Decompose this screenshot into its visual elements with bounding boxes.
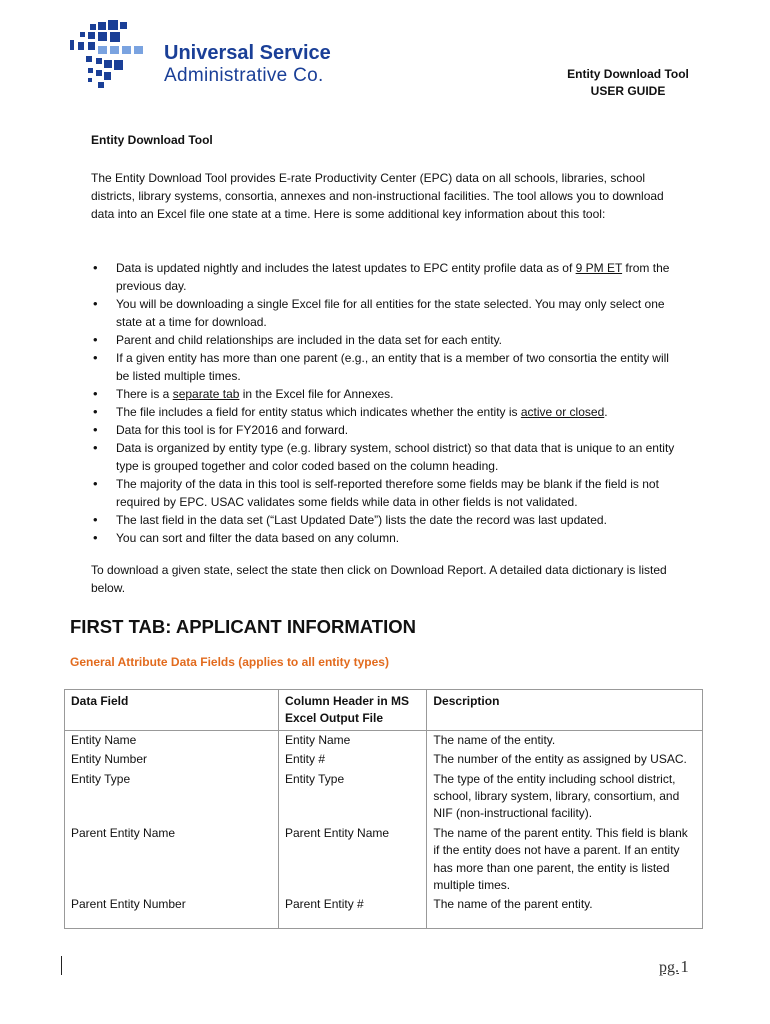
list-item <box>91 439 681 475</box>
cell-column-header: Parent Entity # <box>279 895 427 928</box>
usac-logo-mark-icon <box>68 20 160 92</box>
list-item <box>91 511 681 529</box>
column-header: Description <box>427 690 703 731</box>
logo-text-line2: Administrative Co. <box>164 65 324 86</box>
list-item-text: You will be downloading a single Excel file for all entities for the state selected. You may only select one state at a time for download. <box>116 297 665 329</box>
key-info-list <box>91 259 681 547</box>
page-margin-marker <box>61 956 62 975</box>
list-item-text: Data is organized by entity type (e.g. library system, school district) so that data that is unique to an entity type is grouped together and color coded based on the column heading. <box>116 441 675 473</box>
list-item <box>91 331 681 349</box>
list-item <box>91 529 681 547</box>
list-item-text: . <box>604 405 608 419</box>
list-item <box>91 421 681 439</box>
list-item-text: The last field in the data set (“Last Updated Date”) lists the date the record was last updated. <box>116 513 607 527</box>
table-row <box>65 750 703 769</box>
underlined-text: 9 PM ET <box>575 261 623 275</box>
list-item <box>91 295 681 331</box>
download-note: To download a given state, select the state then click on Download Report. A detailed data dictionary is listed below. <box>91 563 667 595</box>
cell-data-field: Parent Entity Number <box>65 895 279 928</box>
page-number <box>659 957 689 977</box>
list-item-text: The file includes a field for entity status which indicates whether the entity is <box>116 405 521 419</box>
first-tab-heading: FIRST TAB: APPLICANT INFORMATION <box>70 616 416 637</box>
cell-description: The type of the entity including school district, school, library system, library, consortium, and NIF (non-instructional facility). <box>427 770 703 824</box>
underlined-text: active or closed <box>520 405 605 419</box>
intro-paragraph: The Entity Download Tool provides E-rate Productivity Center (EPC) data on all schools, libraries, school districts, library systems, consortia, annexes and non-instructional facilities. The tool allows you to download data into an Excel file one state at a time. Here is some additional key information about this tool: <box>91 171 664 221</box>
doc-title: Entity Download Tool <box>567 67 689 81</box>
cell-data-field: Entity Name <box>65 730 279 750</box>
table-row <box>65 895 703 928</box>
list-item-text: Data is updated nightly and includes the latest updates to EPC entity profile data as of <box>116 261 576 275</box>
list-item <box>91 403 681 421</box>
list-item-text: You can sort and filter the data based on any column. <box>116 531 400 545</box>
column-header: Column Header in MS Excel Output File <box>279 690 427 731</box>
list-item-text: If a given entity has more than one parent (e.g., an entity that is a member of two consortia the entity will be listed multiple times. <box>116 351 669 383</box>
list-item-text: The majority of the data in this tool is self-reported therefore some fields may be blank if the field is not required by EPC. USAC validates some fields while data in other fields is not validated. <box>116 477 659 509</box>
list-item <box>91 475 681 511</box>
section-title: Entity Download Tool <box>91 133 213 147</box>
list-item <box>91 385 681 403</box>
list-item-text: from the previous day. <box>116 261 670 293</box>
cell-column-header: Entity Name <box>279 730 427 750</box>
list-item <box>91 259 681 295</box>
underlined-text: separate tab <box>172 387 240 401</box>
table-row <box>65 824 703 896</box>
table-row <box>65 730 703 750</box>
page-label: pg. <box>659 959 679 976</box>
logo-text-line1: Universal Service <box>164 42 331 64</box>
list-item <box>91 349 681 385</box>
table-row <box>65 770 703 824</box>
cell-data-field: Entity Number <box>65 750 279 769</box>
doc-subtitle: USER GUIDE <box>590 84 666 98</box>
cell-description: The name of the entity. <box>427 730 703 750</box>
cell-column-header: Entity # <box>279 750 427 769</box>
usac-logo <box>68 20 348 92</box>
cell-data-field: Entity Type <box>65 770 279 824</box>
column-header: Data Field <box>65 690 279 731</box>
list-item-text: Parent and child relationships are included in the data set for each entity. <box>116 333 503 347</box>
first-tab-subheading: General Attribute Data Fields (applies to all entity types) <box>70 655 389 669</box>
cell-description: The number of the entity as assigned by USAC. <box>427 750 703 769</box>
cell-data-field: Parent Entity Name <box>65 824 279 896</box>
header-title-block <box>548 66 708 100</box>
cell-description: The name of the parent entity. <box>427 895 703 928</box>
cell-description: The name of the parent entity. This field is blank if the entity does not have a parent. If an entity has more than one parent, the entity is listed multiple times. <box>427 824 703 896</box>
cell-column-header: Entity Type <box>279 770 427 824</box>
cell-column-header: Parent Entity Name <box>279 824 427 896</box>
table-header-row <box>65 690 703 731</box>
list-item-text: There is a <box>116 387 173 401</box>
list-item-text: in the Excel file for Annexes. <box>239 387 394 401</box>
list-item-text: Data for this tool is for FY2016 and forward. <box>116 423 349 437</box>
data-dictionary-table <box>64 689 703 929</box>
page-number-value: 1 <box>680 957 689 976</box>
